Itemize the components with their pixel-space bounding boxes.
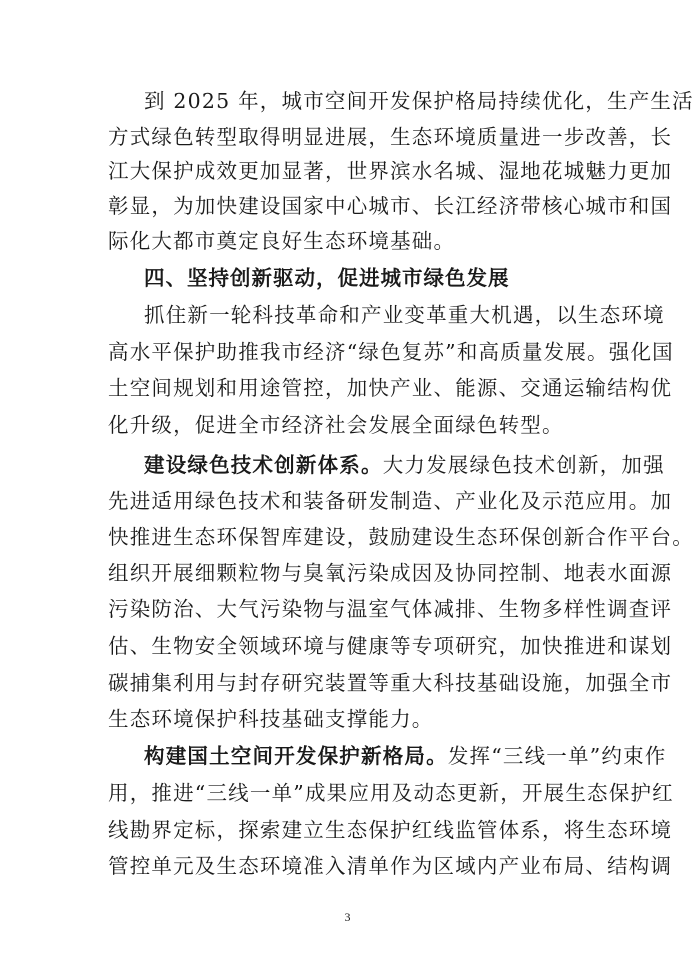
paragraph-line: 生态环境保护科技基础支撑能力。 (108, 707, 434, 731)
item-text: 发挥“三线一单”约束作 (447, 744, 667, 768)
paragraph-line: 彰显，为加快建设国家中心城市、长江经济带核心城市和国 (108, 194, 673, 218)
paragraph-line: 估、生物安全领域环境与健康等专项研究，加快推进和谋划 (108, 634, 673, 658)
paragraph-line: 方式绿色转型取得明显进展，生态环境质量进一步改善，长 (108, 125, 673, 149)
paragraph-line: 到 2025 年，城市空间开发保护格局持续优化，生产生活 (144, 89, 694, 113)
item-title: 建设绿色技术创新体系。 (144, 453, 383, 477)
paragraph-line: 土空间规划和用途管控，加快产业、能源、交通运输结构优 (108, 376, 673, 400)
paragraph-line: 抓住新一轮科技革命和产业变革重大机遇，以生态环境 (144, 303, 665, 327)
paragraph-line: 碳捕集利用与封存研究装置等重大科技基础设施，加强全市 (108, 671, 673, 695)
paragraph-line: 污染防治、大气污染物与温室气体减排、生物多样性调查评 (108, 597, 673, 621)
paragraph-line: 际化大都市奠定良好生态环境基础。 (108, 229, 456, 253)
item-first-line (144, 743, 667, 769)
paragraph-line: 江大保护成效更加显著，世界滨水名城、湿地花城魅力更加 (108, 159, 673, 183)
paragraph-line: 管控单元及生态环境准入清单作为区域内产业布局、结构调 (108, 854, 673, 878)
paragraph-line: 先进适用绿色技术和装备研发制造、产业化及示范应用。加 (108, 489, 673, 513)
paragraph-line: 线勘界定标，探索建立生态保护红线监管体系，将生态环境 (108, 818, 673, 842)
item-title: 构建国土空间开发保护新格局。 (144, 744, 448, 768)
paragraph-line: 化升级，促进全市经济社会发展全面绿色转型。 (108, 413, 564, 437)
paragraph-line: 组织开展细颗粒物与臭氧污染成因及协同控制、地表水面源 (108, 561, 673, 585)
page-number: 3 (344, 910, 351, 924)
section-heading: 四、坚持创新驱动，促进城市绿色发展 (144, 266, 510, 290)
item-text: 大力发展绿色技术创新，加强 (382, 453, 665, 477)
item-first-line (144, 452, 665, 478)
paragraph-line: 快推进生态环保智库建设，鼓励建设生态环保创新合作平台。 (108, 525, 694, 549)
paragraph-line: 高水平保护助推我市经济“绿色复苏”和高质量发展。强化国 (108, 340, 674, 364)
paragraph-line: 用，推进“三线一单”成果应用及动态更新，开展生态保护红 (108, 781, 674, 805)
